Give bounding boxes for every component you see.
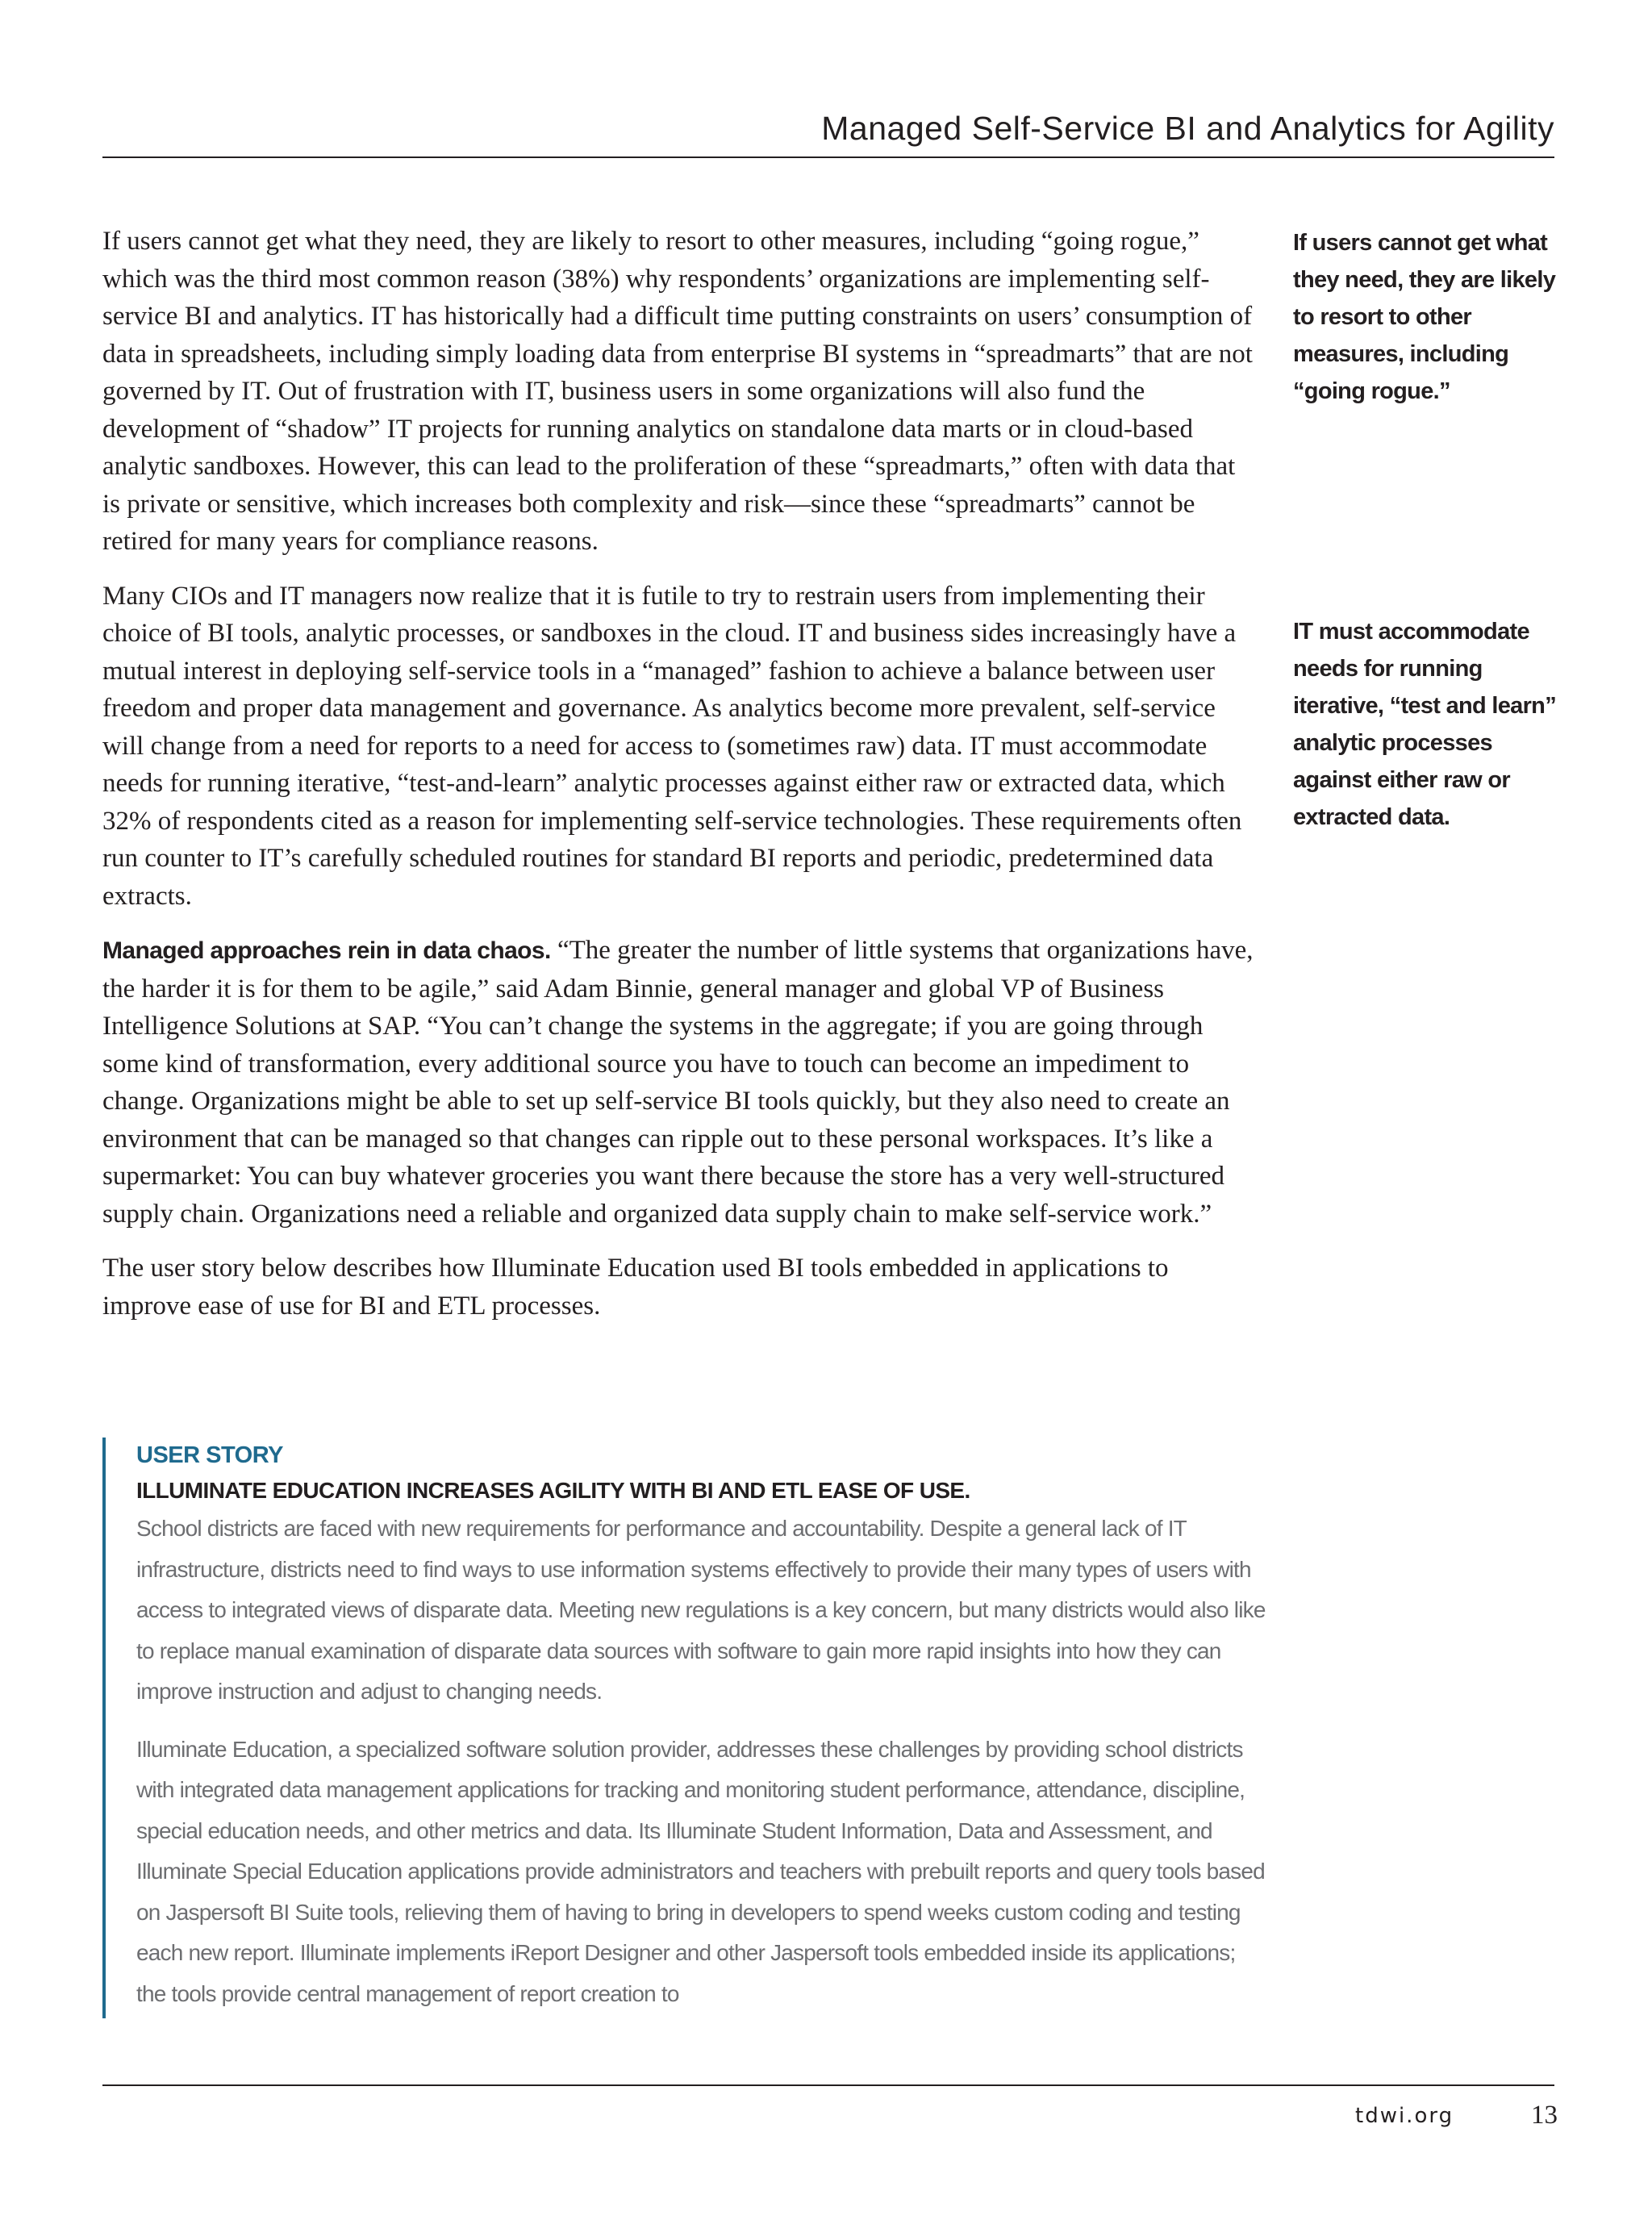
user-story-title: ILLUMINATE EDUCATION INCREASES AGILITY WITH BI AND ETL EASE OF USE.	[136, 1478, 970, 1503]
paragraph-3-body: “The greater the number of little systems that organizations have, the harder it is for them to be agile,” said Adam Binnie, general manager and global VP of Business Intelligence Solutions at SAP. “You can’t change the systems in the aggregate; if you are going through some kind of transformation, every additional source you have to touch can become an impediment to change. Organizations might be able to set up self-service BI tools quickly, but they also need to create an environment that can be managed so that changes can ripple out to these personal workspaces. It’s like a supermarket: You can buy whatever groceries you want there because the store has a very well-structured supply chain. Organizations need a reliable and organized data supply chain to make self-service work.”	[102, 936, 1254, 1229]
body-paragraph-3	[102, 932, 1256, 1233]
user-story-paragraph-1: School districts are faced with new requirements for performance and accountability. Despite a general lack of IT infrastructure, districts need to find ways to use information systems effectively to provide their many types of users with access to integrated views of disparate data. Meeting new regulations is a key concern, but many districts would also like to replace manual examination of disparate data sources with software to gain more rapid insights into how they can improve instruction and adjust to changing needs.	[136, 1516, 1266, 1704]
page-number: 13	[1531, 2101, 1558, 2130]
paragraph-lead-in: Managed approaches rein in data chaos.	[102, 937, 551, 964]
main-column	[102, 223, 1256, 1342]
footer-site: tdwi.org	[1355, 2104, 1454, 2128]
pull-quote-2: IT must accommodate needs for running iterative, “test and learn” analytic processes against either raw or extracted data.	[1293, 619, 1556, 830]
running-title: Managed Self-Service BI and Analytics for Agility	[821, 110, 1554, 147]
pull-quote-1: If users cannot get what they need, they are likely to resort to other measures, including “going rogue.”	[1293, 230, 1556, 404]
page-header	[102, 110, 1554, 158]
user-story-paragraph-2: Illuminate Education, a specialized software solution provider, addresses these challenges by providing school districts with integrated data management applications for tracking and monitoring student performance, attendance, discipline, special education needs, and other metrics and data. Its Illuminate Student Information, Data and Assessment, and Illuminate Special Education applications provide administrators and teachers with prebuilt reports and query tools based on Jaspersoft BI Suite tools, relieving them of having to bring in developers to spend weeks custom coding and testing each new report. Illuminate implements iReport Designer and other Jaspersoft tools embedded inside its applications; the tools provide central management of report creation to	[136, 1736, 1265, 2006]
body-paragraph-2: Many CIOs and IT managers now realize that it is futile to try to restrain users from implementing their choice of BI tools, analytic processes, or sandboxes in the cloud. IT and business sides increasingly have a mutual interest in deploying self-service tools in a “managed” fashion to achieve a balance between user freedom and proper data management and governance. As analytics become more prevalent, self-service will change from a need for reports to a need for access to (sometimes raw) data. IT must accommodate needs for running iterative, “test-and-learn” analytic processes against either raw or extracted data, which 32% of respondents cited as a reason for implementing self-service technologies. These requirements often run counter to IT’s carefully scheduled routines for standard BI reports and periodic, predetermined data extracts.	[102, 581, 1242, 911]
body-paragraph-4: The user story below describes how Illuminate Education used BI tools embedded in applications to improve ease of use for BI and ETL processes.	[102, 1254, 1169, 1321]
user-story-label: USER STORY	[136, 1442, 283, 1468]
body-paragraph-1: If users cannot get what they need, they are likely to resort to other measures, including “going rogue,” which was the third most common reason (38%) why respondents’ organizations are implementing self-service BI and analytics. IT has historically had a difficult time putting constraints on users’ consumption of data in spreadsheets, including simply loading data from enterprise BI systems in “spreadmarts” that are not governed by IT. Out of frustration with IT, business users in some organizations will also fund the development of “shadow” IT projects for running analytics on standalone data marts or in cloud-based analytic sandboxes. However, this can lead to the proliferation of these “spreadmarts,” often with data that is private or sensitive, which increases both complexity and risk—since these “spreadmarts” cannot be retired for many years for compliance reasons.	[102, 227, 1253, 556]
user-story-box	[102, 1438, 1267, 2018]
footer-rule	[102, 2084, 1554, 2086]
